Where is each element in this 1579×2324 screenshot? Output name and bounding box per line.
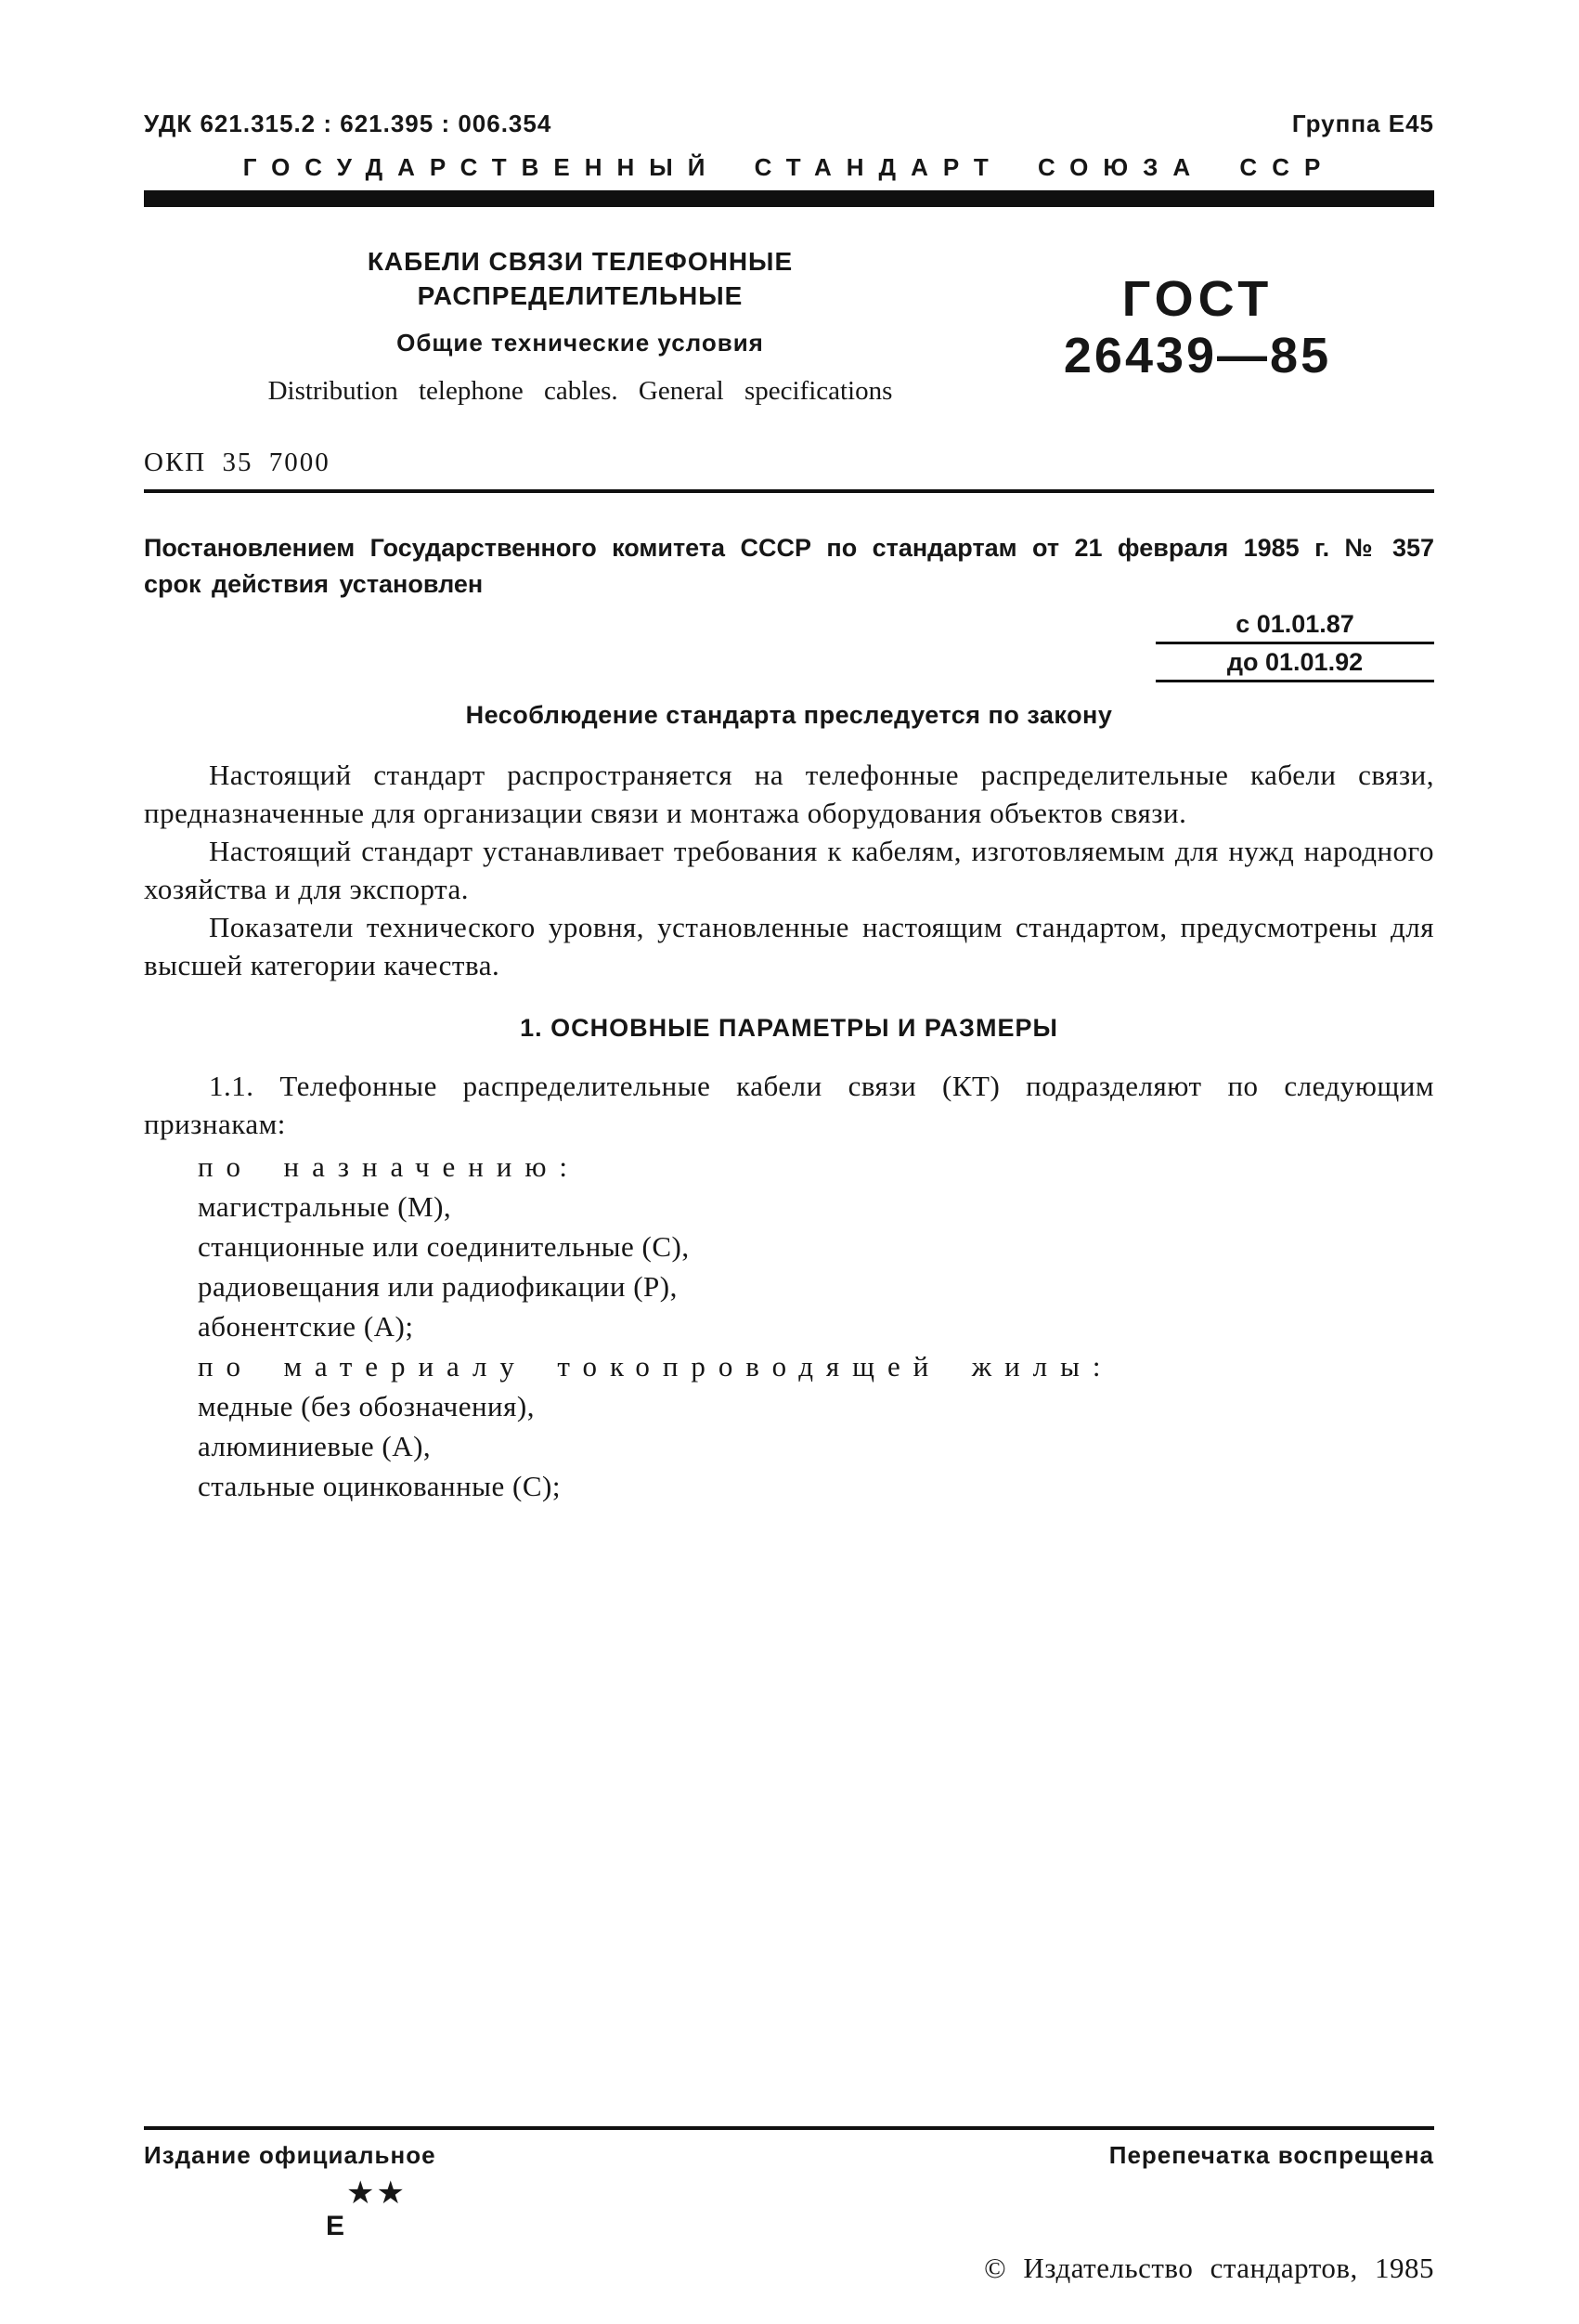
classification-list: [144, 1147, 1434, 1506]
page-footer: [144, 2126, 1434, 2285]
no-reprint-label: Перепечатка воспрещена: [1108, 2141, 1434, 2169]
okp-code: ОКП 35 7000: [144, 448, 330, 477]
title-left-column: [144, 244, 961, 407]
law-notice: Несоблюдение стандарта преследуется по закону: [465, 701, 1113, 729]
list-item: абонентские (А);: [198, 1310, 414, 1343]
document-title-line1: КАБЕЛИ СВЯЗИ ТЕЛЕФОННЫЕ: [367, 247, 794, 276]
list-item: радиовещания или радиофикации (Р),: [198, 1270, 678, 1303]
copyright-line: © Издательство стандартов, 1985: [984, 2252, 1434, 2284]
gost-label: ГОСТ: [1121, 271, 1274, 327]
intro-paragraphs: [144, 756, 1434, 984]
clause-1-1-paragraph: 1.1. Телефонные распределительные кабели связи (КТ) подразделяют по следующим признакам:: [144, 1070, 1434, 1140]
document-title-english: Distribution telephone cables. General specifications: [267, 376, 893, 406]
group-label: Группа Е45: [1291, 110, 1434, 137]
header-divider-bar: [144, 190, 1434, 207]
date-from: с 01.01.87: [1156, 610, 1434, 644]
list-item: алюминиевые (А),: [198, 1430, 432, 1462]
title-area: [144, 244, 1434, 407]
horizontal-rule-top: [144, 489, 1434, 493]
gost-number: 26439—85: [1063, 328, 1332, 383]
intro-paragraph-1: Настоящий стандарт распространяется на телефонные распределительные кабели связи, предназначенные для организации связи и монтажа оборудования объектов связи.: [144, 759, 1434, 829]
quality-stars-icon: ★★: [346, 2175, 407, 2212]
udk-number: УДК 621.315.2 : 621.395 : 006.354: [144, 110, 552, 137]
intro-paragraph-3: Показатели технического уровня, установленные настоящим стандартом, предусмотрены для высшей категории качества.: [144, 911, 1434, 981]
date-to: до 01.01.92: [1156, 648, 1434, 682]
list-item: по материалу токопроводящей жилы:: [198, 1350, 1114, 1383]
header-row: [144, 110, 1434, 138]
list-item: по назначению:: [198, 1150, 580, 1183]
document-title-line2: РАСПРЕДЕЛИТЕЛЬНЫЕ: [417, 281, 744, 310]
section-1-heading: 1. ОСНОВНЫЕ ПАРАМЕТРЫ И РАЗМЕРЫ: [520, 1014, 1058, 1042]
list-item: медные (без обозначения),: [198, 1390, 535, 1422]
document-subtitle: Общие технические условия: [396, 329, 764, 357]
gost-block: [961, 244, 1434, 407]
list-item: станционные или соединительные (С),: [198, 1230, 690, 1263]
decree-paragraph: Постановлением Государственного комитета СССР по стандартам от 21 февраля 1985 г. № 357 срок действия установлен: [144, 534, 1434, 598]
horizontal-rule-bottom: [144, 2126, 1434, 2130]
official-edition-label: Издание официальное: [144, 2141, 436, 2169]
list-item: стальные оцинкованные (С);: [198, 1470, 561, 1502]
list-item: магистральные (М),: [198, 1190, 452, 1223]
series-letter: Е: [326, 2211, 345, 2241]
state-standard-title: ГОСУДАРСТВЕННЫЙ СТАНДАРТ СОЮЗА ССР: [242, 153, 1336, 181]
validity-dates: [144, 610, 1434, 682]
intro-paragraph-2: Настоящий стандарт устанавливает требования к кабелям, изготовляемым для нужд народного хозяйства и для экспорта.: [144, 835, 1434, 905]
footer-row: [144, 2141, 1434, 2170]
